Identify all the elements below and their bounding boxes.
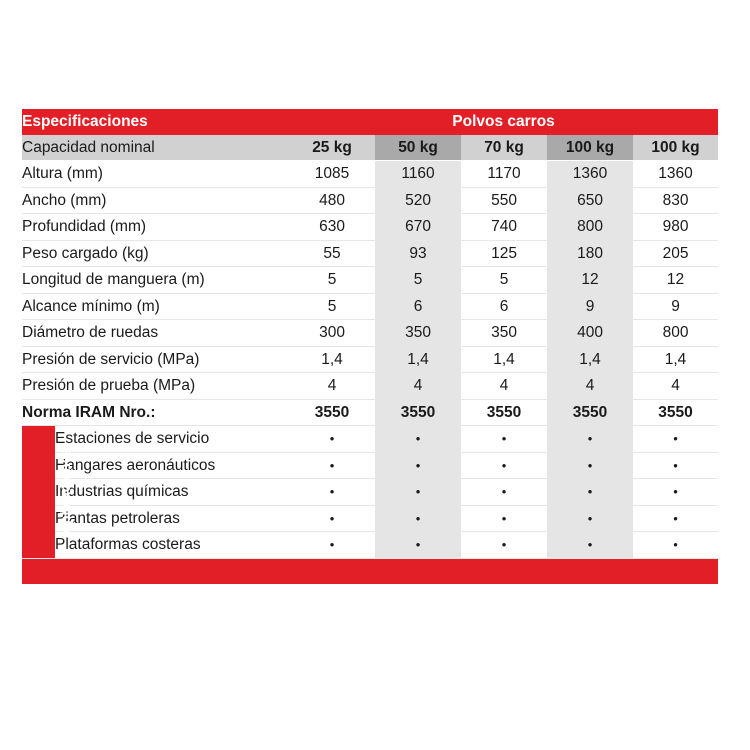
- table-cell: 1,4: [289, 346, 375, 373]
- application-row: [22, 505, 718, 532]
- table-cell: 4: [547, 373, 633, 400]
- specifications-table: [22, 109, 718, 584]
- table-cell: 5: [461, 267, 547, 294]
- bullet-cell: [461, 505, 547, 532]
- row-label: Longitud de manguera (m): [22, 267, 289, 294]
- row-label: Profundidad (mm): [22, 214, 289, 241]
- table-cell: 480: [289, 187, 375, 214]
- application-row: [22, 426, 718, 453]
- table-cell: 1360: [547, 161, 633, 188]
- bullet-mark: •: [415, 431, 421, 446]
- row-label: Diámetro de ruedas: [22, 320, 289, 347]
- bullet-cell: [375, 505, 461, 532]
- row-label: Altura (mm): [22, 161, 289, 188]
- table-cell: 180: [547, 240, 633, 267]
- bullet-mark: •: [587, 510, 593, 526]
- application-row: [22, 479, 718, 506]
- row-label: Peso cargado (kg): [22, 240, 289, 267]
- bullet-mark: •: [587, 457, 593, 473]
- bullet-mark: •: [329, 484, 335, 499]
- table-cell: 300: [289, 320, 375, 347]
- table-row: [22, 187, 718, 214]
- table-cell: 5: [375, 267, 461, 294]
- bullet-mark: •: [329, 431, 335, 446]
- specifications-heading: Especificaciones: [22, 109, 289, 135]
- bottom-rule: [22, 558, 718, 584]
- table-cell: 12: [547, 267, 633, 294]
- table-cell: 55: [289, 240, 375, 267]
- application-label: Estaciones de servicio: [55, 426, 289, 453]
- table-cell: 740: [461, 214, 547, 241]
- table-cell: 9: [633, 293, 718, 320]
- table-row: [22, 161, 718, 188]
- norma-value: 3550: [289, 399, 375, 426]
- bullet-cell: [461, 479, 547, 506]
- bullet-cell: [633, 532, 718, 559]
- table-cell: 4: [289, 373, 375, 400]
- applications-label: Aplicaciones: [57, 447, 74, 535]
- bullet-cell: [547, 479, 633, 506]
- bullet-cell: [289, 479, 375, 506]
- table-row: [22, 293, 718, 320]
- table-row: [22, 320, 718, 347]
- applications-side-band: [22, 426, 74, 559]
- table-cell: 520: [375, 187, 461, 214]
- application-label: Hangares aeronáuticos: [55, 452, 289, 479]
- bullet-mark: •: [673, 537, 678, 552]
- bullet-mark: •: [673, 484, 678, 499]
- table-header-row: [22, 109, 718, 135]
- application-label: Plantas petroleras: [55, 505, 289, 532]
- table-cell: 800: [633, 320, 718, 347]
- application-label: Plataformas costeras: [55, 532, 289, 559]
- table-row: [22, 346, 718, 373]
- bullet-mark: •: [501, 431, 507, 446]
- table-row: [22, 214, 718, 241]
- table-cell: 550: [461, 187, 547, 214]
- table-cell: 1170: [461, 161, 547, 188]
- bullet-cell: [289, 426, 375, 453]
- table-row: [22, 373, 718, 400]
- table-row: [22, 240, 718, 267]
- bullet-mark: •: [329, 457, 335, 473]
- bullet-cell: [633, 505, 718, 532]
- bullet-cell: [375, 479, 461, 506]
- bullet-cell: [375, 426, 461, 453]
- bullet-cell: [461, 426, 547, 453]
- bullet-mark: •: [501, 537, 507, 552]
- bullet-cell: [633, 479, 718, 506]
- application-row: [22, 532, 718, 559]
- bullet-mark: •: [415, 484, 421, 499]
- table-cell: 1,4: [547, 346, 633, 373]
- bullet-cell: [289, 532, 375, 559]
- table-cell: 6: [375, 293, 461, 320]
- bullet-cell: [375, 452, 461, 479]
- table-cell: 4: [633, 373, 718, 400]
- row-label: Alcance mínimo (m): [22, 293, 289, 320]
- table-cell: 5: [289, 293, 375, 320]
- bullet-mark: •: [329, 510, 335, 526]
- norma-value: 3550: [461, 399, 547, 426]
- row-label: Ancho (mm): [22, 187, 289, 214]
- norma-value: 3550: [547, 399, 633, 426]
- table-cell: 5: [289, 267, 375, 294]
- table-cell: 800: [547, 214, 633, 241]
- table-cell: 350: [375, 320, 461, 347]
- table-row: [22, 267, 718, 294]
- bullet-cell: [547, 426, 633, 453]
- table-cell: 400: [547, 320, 633, 347]
- table-cell: 350: [461, 320, 547, 347]
- bullet-mark: •: [501, 510, 507, 526]
- bullet-cell: [633, 452, 718, 479]
- capacity-column-header: 50 kg: [375, 135, 461, 161]
- table-cell: 1160: [375, 161, 461, 188]
- table-cell: 12: [633, 267, 718, 294]
- table-cell: 830: [633, 187, 718, 214]
- table-cell: 1,4: [461, 346, 547, 373]
- table-cell: 650: [547, 187, 633, 214]
- bullet-mark: •: [329, 537, 335, 552]
- application-label: Industrias químicas: [55, 479, 289, 506]
- capacity-column-header: 25 kg: [289, 135, 375, 161]
- capacity-column-header: 100 kg: [547, 135, 633, 161]
- bottom-rule-cell: [22, 558, 718, 584]
- norma-value: 3550: [633, 399, 718, 426]
- bullet-mark: •: [673, 510, 678, 526]
- row-label: Presión de prueba (MPa): [22, 373, 289, 400]
- bullet-cell: [633, 426, 718, 453]
- table-cell: 1360: [633, 161, 718, 188]
- table-cell: 980: [633, 214, 718, 241]
- bullet-cell: [461, 452, 547, 479]
- application-row: [22, 452, 718, 479]
- bullet-mark: •: [415, 537, 421, 552]
- bullet-mark: •: [673, 431, 678, 446]
- row-label: Presión de servicio (MPa): [22, 346, 289, 373]
- table-cell: 205: [633, 240, 718, 267]
- bullet-mark: •: [587, 537, 593, 552]
- capacity-label: Capacidad nominal: [22, 135, 289, 161]
- norma-label: Norma IRAM Nro.:: [22, 399, 289, 426]
- table-cell: 6: [461, 293, 547, 320]
- bullet-mark: •: [587, 484, 593, 499]
- bullet-cell: [375, 532, 461, 559]
- table-cell: 1,4: [375, 346, 461, 373]
- bullet-cell: [461, 532, 547, 559]
- bullet-cell: [289, 505, 375, 532]
- bullet-mark: •: [501, 457, 507, 473]
- bullet-mark: •: [501, 484, 507, 499]
- table-cell: 1085: [289, 161, 375, 188]
- table-cell: 93: [375, 240, 461, 267]
- product-line-heading: Polvos carros: [289, 109, 718, 135]
- table-cell: 630: [289, 214, 375, 241]
- bullet-cell: [547, 532, 633, 559]
- table-cell: 4: [375, 373, 461, 400]
- bullet-cell: [547, 505, 633, 532]
- table-cell: 670: [375, 214, 461, 241]
- norma-value: 3550: [375, 399, 461, 426]
- table-cell: 1,4: [633, 346, 718, 373]
- bullet-cell: [547, 452, 633, 479]
- table-cell: 4: [461, 373, 547, 400]
- bullet-mark: •: [415, 457, 421, 473]
- table-cell: 125: [461, 240, 547, 267]
- bullet-mark: •: [673, 457, 678, 473]
- capacity-row: [22, 135, 718, 161]
- bullet-mark: •: [415, 510, 421, 526]
- bullet-cell: [289, 452, 375, 479]
- table-cell: 9: [547, 293, 633, 320]
- norma-row: [22, 399, 718, 426]
- capacity-column-header: 70 kg: [461, 135, 547, 161]
- capacity-column-header: 100 kg: [633, 135, 718, 161]
- bullet-mark: •: [587, 431, 593, 446]
